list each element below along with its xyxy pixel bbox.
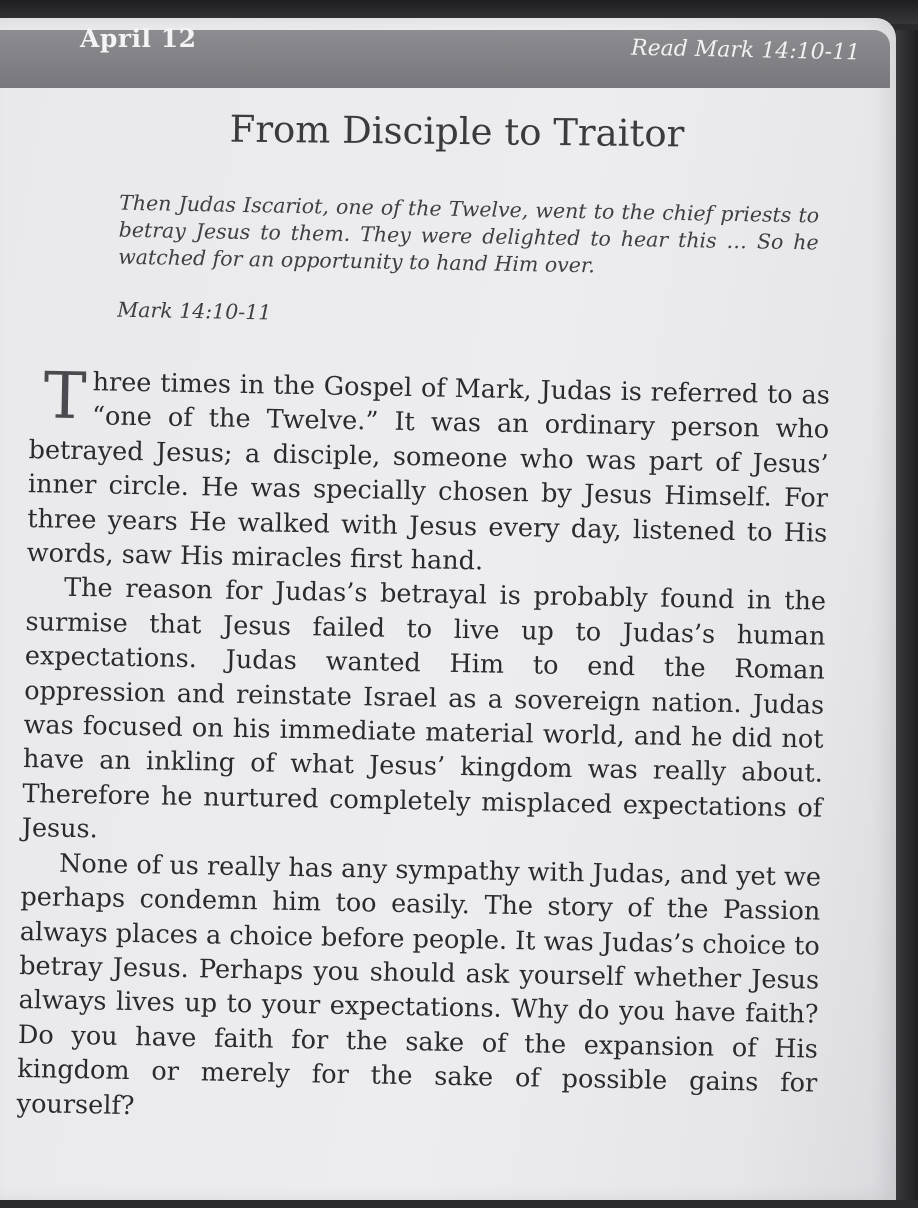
page-date: April 12: [80, 24, 197, 53]
paragraph-text: hree times in the Gospel of Mark, Judas is referred to as “one of the Twelve.” It was an ordinary person who betrayed Jesus; a disciple, someone who was part of Jesus’ inner circle. He was specially chosen by Jesus Himself. For three years He walked with Jesus every day, listened to His words, saw His miracles first hand.: [26, 367, 831, 577]
body-paragraph: The reason for Judas’s betrayal is probably found in the surmise that Jesus failed to live up to Judas’s human expectations. Judas wanted Him to end the Roman oppression and reinstate Israel as a sovereign nation. Judas was focused on his immediate material world, and he did not have an inkling of what Jesus’ kingdom was really about. Therefore he nurtured completely misplaced expectations of Jesus.: [21, 573, 827, 845]
scripture-reference: Mark 14:10-11: [117, 297, 272, 325]
scripture-quote: Then Judas Iscariot, one of the Twelve, went to the chief priests to betray Jesus to them. They were delighted to hear this … So he watched for an opportunity to hand Him over.: [118, 190, 820, 278]
body-paragraph: [26, 359, 831, 585]
devotion-title: From Disciple to Traitor: [229, 107, 685, 156]
devotion-body: [16, 359, 831, 1135]
body-paragraph: None of us really has any sympathy with Judas, and yet we perhaps condemn him too easily. The story of the Passion always places a choice before people. It was Judas’s choice to betray Jesus. Perhaps you should ask yourself whether Jesus always lives up to your expectations. Why do you have faith? Do you have faith for the sake of the expansion of His kingdom or merely for the sake of possible gains for yourself?: [16, 848, 822, 1121]
reading-reference: Read Mark 14:10-11: [630, 35, 861, 66]
drop-cap: T: [42, 359, 88, 435]
